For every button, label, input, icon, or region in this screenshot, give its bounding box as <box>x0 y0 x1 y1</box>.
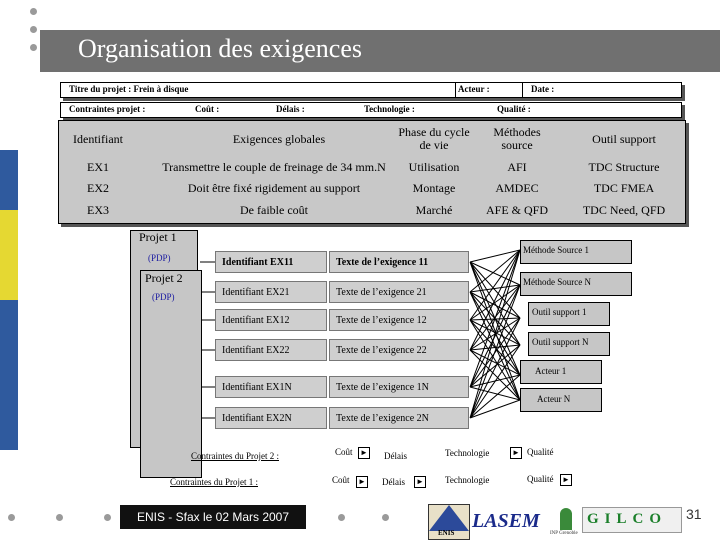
tool-support-1: Outil support 1 <box>532 307 587 317</box>
technology-label: Technologie : <box>364 104 415 114</box>
table-cell: TDC FMEA <box>593 181 655 195</box>
actor-n: Acteur N <box>537 394 571 404</box>
actor-label: Acteur : <box>458 84 490 94</box>
project2-pdp: (PDP) <box>152 292 175 302</box>
inp-logo-text: INP Grenoble <box>550 531 578 536</box>
requirement-id-ex22: Identifiant EX22 <box>215 339 327 361</box>
tool-support-n-box <box>528 332 610 356</box>
requirement-id-ex1n: Identifiant EX1N <box>215 376 327 398</box>
method-source-n: Méthode Source N <box>523 277 591 287</box>
method-source-n-box <box>520 272 632 296</box>
table-cell: Montage <box>412 181 456 195</box>
requirement-id-ex11: Identifiant EX11 <box>215 251 327 273</box>
checkbox-icon: ► <box>510 447 522 459</box>
table-cell: AFI <box>507 160 527 174</box>
table-header-id: Identifiant <box>73 132 123 146</box>
table-cell: EX1 <box>87 160 109 174</box>
requirement-text-ex1n: Texte de l’exigence 1N <box>329 376 469 398</box>
table-cell: AMDEC <box>495 181 539 195</box>
requirement-text-ex12: Texte de l’exigence 12 <box>329 309 469 331</box>
cost-label: Coût : <box>195 104 220 114</box>
table-cell: TDC Need, QFD <box>582 203 666 217</box>
table-cell: AFE & QFD <box>485 203 548 217</box>
table-cell: Transmettre le couple de freinage de 34 mm.N <box>162 160 386 174</box>
table-cell: TDC Structure <box>588 160 660 174</box>
footer-caption: ENIS - Sfax le 02 Mars 2007 <box>120 505 306 529</box>
constraints2-technology: Technologie <box>445 448 490 458</box>
table-cell: De faible coût <box>240 203 308 217</box>
project-title-label: Titre du projet : Frein à disque <box>69 84 189 94</box>
project1-name: Projet 1 <box>139 230 177 244</box>
actor-n-box <box>520 388 602 412</box>
slide-title: Organisation des exigences <box>78 34 362 63</box>
table-header-methods: Méthodes source <box>493 125 541 152</box>
enis-logo-shape <box>429 505 469 531</box>
constraints1-label: Contraintes du Projet 1 : <box>170 477 258 487</box>
gilco-logo-text: GILCO <box>587 511 668 527</box>
decorative-dot <box>8 514 15 521</box>
table-cell: Doit être fixé rigidement au support <box>187 181 361 195</box>
enis-logo-text: ENIS <box>438 529 455 537</box>
decorative-dot <box>338 514 345 521</box>
method-source-1-box <box>520 240 632 264</box>
constraints1-technology: Technologie <box>445 475 490 485</box>
constraints1-quality: Qualité <box>527 474 554 484</box>
table-cell: EX3 <box>87 203 109 217</box>
page-number: 31 <box>686 506 702 522</box>
table-header-requirements: Exigences globales <box>232 132 326 146</box>
enis-logo <box>428 504 470 540</box>
checkbox-icon: ► <box>414 476 426 488</box>
table-cell: EX2 <box>87 181 109 195</box>
requirement-text-ex2n: Texte de l’exigence 2N <box>329 407 469 429</box>
delay-label: Délais : <box>276 104 305 114</box>
table-header-lifecycle: Phase du cycle de vie <box>398 125 470 152</box>
constraints-label: Contraintes projet : <box>69 104 146 114</box>
requirement-id-ex21: Identifiant EX21 <box>215 281 327 303</box>
constraints2-cost: Coût <box>335 447 353 457</box>
constraints2-label: Contraintes du Projet 2 : <box>191 451 279 461</box>
table-header-tool: Outil support <box>592 132 656 146</box>
checkbox-icon: ► <box>358 447 370 459</box>
project2-name: Projet 2 <box>145 271 183 285</box>
constraints1-cost: Coût <box>332 475 350 485</box>
requirement-text-ex11: Texte de l’exigence 11 <box>329 251 469 273</box>
decorative-dot <box>382 514 389 521</box>
table-cell: Utilisation <box>408 160 460 174</box>
method-source-1: Méthode Source 1 <box>523 245 589 255</box>
project1-pdp: (PDP) <box>148 253 171 263</box>
inp-logo <box>560 508 572 530</box>
gilco-logo <box>582 507 682 533</box>
constraints2-delay: Délais <box>384 451 407 461</box>
quality-label: Qualité : <box>497 104 531 114</box>
tool-support-1-box <box>528 302 610 326</box>
actor-1-box <box>520 360 602 384</box>
tool-support-n: Outil support N <box>532 337 589 347</box>
checkbox-icon: ► <box>560 474 572 486</box>
checkbox-icon: ► <box>356 476 368 488</box>
decorative-dot <box>104 514 111 521</box>
requirement-id-ex12: Identifiant EX12 <box>215 309 327 331</box>
constraints2-quality: Qualité <box>527 447 554 457</box>
requirement-text-ex21: Texte de l’exigence 21 <box>329 281 469 303</box>
actor-1: Acteur 1 <box>535 366 567 376</box>
decorative-dot <box>56 514 63 521</box>
requirement-id-ex2n: Identifiant EX2N <box>215 407 327 429</box>
date-label: Date : <box>531 84 555 94</box>
table-cell: Marché <box>415 203 453 217</box>
constraints1-delay: Délais <box>382 477 405 487</box>
lasem-logo: LASEM <box>472 510 540 532</box>
requirement-text-ex22: Texte de l’exigence 22 <box>329 339 469 361</box>
